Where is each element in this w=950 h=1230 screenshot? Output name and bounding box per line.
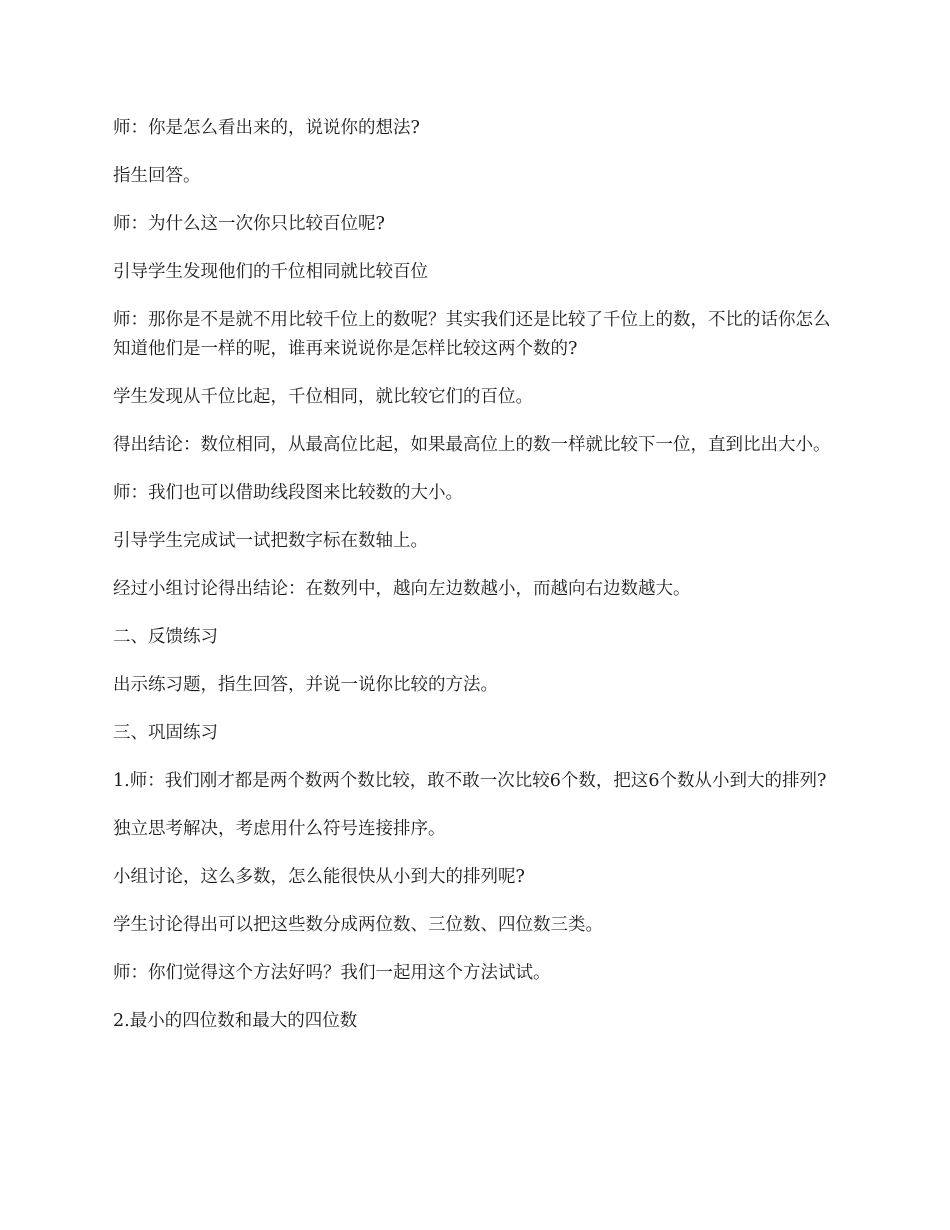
paragraph: 独立思考解决，考虑用什么符号连接排序。	[113, 819, 446, 839]
paragraph: 引导学生完成试一试把数字标在数轴上。	[113, 531, 428, 551]
paragraph: 小组讨论，这么多数，怎么能很快从小到大的排列呢?	[113, 867, 525, 887]
paragraph: 出示练习题，指生回答，并说一说你比较的方法。	[113, 675, 498, 695]
paragraph: 学生发现从千位比起，千位相同，就比较它们的百位。	[113, 387, 533, 407]
paragraph: 师：我们也可以借助线段图来比较数的大小。	[113, 483, 463, 503]
document-body	[113, 114, 843, 1055]
paragraph: 师：那你是不是就不用比较千位上的数呢？其实我们还是比较了千位上的数，不比的话你怎么知道他们是一样的呢，谁再来说说你是怎样比较这两个数的?	[113, 310, 831, 359]
paragraph: 师：你们觉得这个方法好吗？我们一起用这个方法试试。	[113, 963, 551, 983]
section-heading: 二、反馈练习	[113, 627, 218, 647]
paragraph: 指生回答。	[113, 166, 201, 186]
paragraph: 2.最小的四位数和最大的四位数	[113, 1011, 358, 1031]
paragraph: 师：你是怎么看出来的，说说你的想法?	[113, 118, 420, 138]
paragraph: 学生讨论得出可以把这些数分成两位数、三位数、四位数三类。	[113, 915, 603, 935]
paragraph: 引导学生发现他们的千位相同就比较百位	[113, 262, 428, 282]
paragraph: 经过小组讨论得出结论：在数列中，越向左边数越小，而越向右边数越大。	[113, 579, 691, 599]
paragraph: 1.师：我们刚才都是两个数两个数比较，敢不敢一次比较6个数，把这6个数从小到大的排列?	[113, 771, 827, 791]
section-heading: 三、巩固练习	[113, 723, 218, 743]
paragraph: 师：为什么这一次你只比较百位呢?	[113, 214, 385, 234]
paragraph: 得出结论：数位相同，从最高位比起，如果最高位上的数一样就比较下一位，直到比出大小。	[113, 435, 831, 455]
